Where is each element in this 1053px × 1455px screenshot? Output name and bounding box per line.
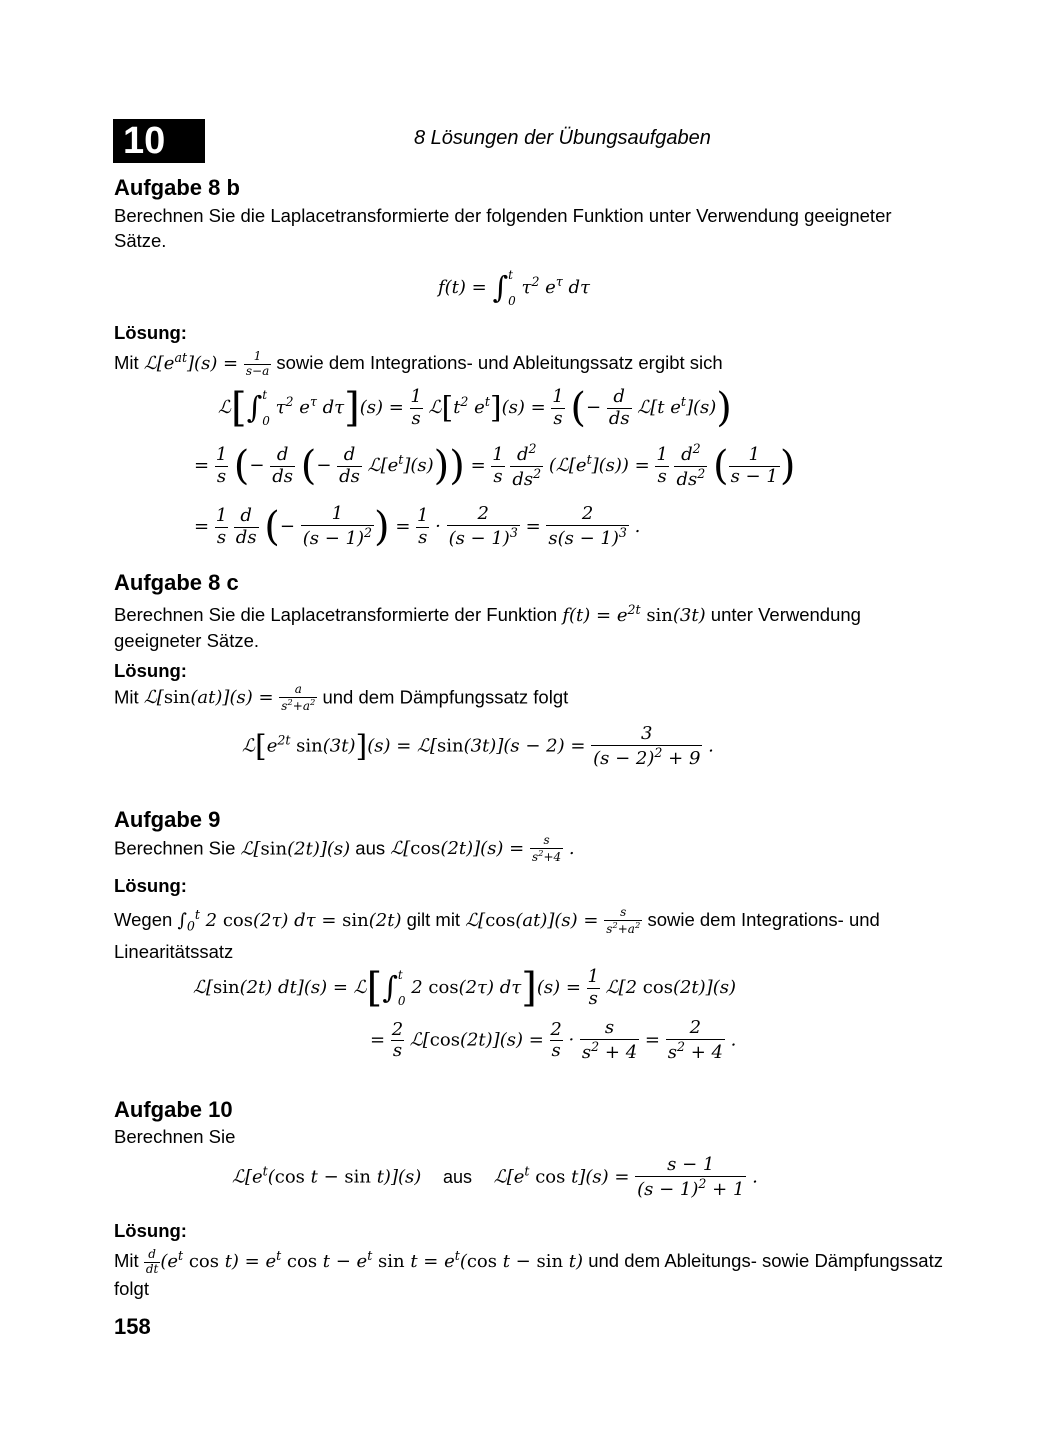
solution-intro-suffix: sowie dem Integrations- und Ableitungssatz ergibt sich <box>276 352 723 373</box>
formula-8b-line1: ℒ[∫ t 0 $\tau^2$ $e^\tau$ dτ](s) = $\frac{1}{s}$ $ℒ[t^2$ $e^t](s)$ = $\frac{1}{s}$ (− $\frac{d}{ds}$ ℒ[t $e^t](s)$) <box>218 385 732 431</box>
task-10-aus: aus <box>442 1166 473 1187</box>
inline-formula-f-8c: $f(t) = e^{2t}$ sin(3t) <box>562 602 706 626</box>
solution-suffix: sowie dem Integrations- und Linearitätssatz <box>114 909 880 962</box>
solution-middle: gilt mit <box>406 909 461 930</box>
task-9-solution-intro <box>114 902 944 964</box>
task-8b-text: Berechnen Sie die Laplacetransformierte der folgenden Funktion unter Verwendung geeigneter Sätze. <box>114 205 892 251</box>
solution-prefix: Wegen <box>114 909 173 930</box>
task-8c-text-prefix: Berechnen Sie die Laplacetransformierte der Funktion <box>114 604 558 625</box>
task-10-text: Berechnen Sie <box>114 1126 236 1147</box>
inline-formula-integral-cos: $\int_0^t$ 2 cos(2τ) dτ = sin(2t) <box>177 907 402 934</box>
task-8c-solution-intro <box>114 683 944 714</box>
solution-suffix: und dem Ableitungs- sowie Dämpfungssatz folgt <box>114 1250 943 1300</box>
task-10-solution-label: Lösung: <box>114 1220 187 1241</box>
task-8c-text <box>114 597 944 653</box>
task-10-title: Aufgabe 10 <box>114 1097 233 1122</box>
formula-8b-line3: = $\frac{1}{s}$ $\frac{d}{ds}$ (− $\frac{1}{(s - 1)^2}$ ) = $\frac{1}{s}$ · $\frac{2}{(s - 1)^3}$ = $\frac{2}{s(s - 1)^3}$ . <box>194 503 641 550</box>
task-8b-title: Aufgabe 8 b <box>114 175 240 200</box>
inline-formula-derivative: $\frac{d}{dt}$ ($e^t$ $\cos t) = e^t$ $\cos t - e^t$ $\sin t = e^t(\cos$ t − sin t) <box>145 1246 584 1276</box>
solution-prefix: Mit <box>114 1250 139 1271</box>
task-9-text <box>114 834 944 865</box>
task-8c-solution-label: Lösung: <box>114 660 187 681</box>
task-9-title: Aufgabe 9 <box>114 807 221 832</box>
task-9-text-prefix: Berechnen Sie <box>114 837 236 859</box>
solution-intro-suffix: und dem Dämpfungssatz folgt <box>322 686 569 708</box>
formula-9-line1: ℒ[sin(2t) dt](s) = ℒ[∫ t 0 2 cos(2τ) dτ](s) = $\frac{1}{s}$ ℒ[2 cos(2t)](s) <box>193 965 736 1011</box>
formula-10-task: $ℒ[e^t(\cos$ t − sin t)](s) aus $ℒ[e^t$ cos t](s) = $\frac{s - 1}{(s - 1)^2 + 1}$ . <box>232 1154 758 1200</box>
inline-formula-laplace-exp: $ℒ[e^{at}](s)$ = $\frac{1}{s-a}$ <box>143 348 270 378</box>
solution-intro-prefix: Mit <box>114 352 139 373</box>
task-8c-text-suffix: unter Verwendung geeigneter Sätze. <box>114 604 861 651</box>
task-10-solution-intro <box>114 1243 944 1301</box>
running-title: 8 Lösungen der Übungsaufgaben <box>414 127 711 149</box>
solution-intro-prefix: Mit <box>114 686 139 708</box>
formula-9-line2: = $\frac{2}{s}$ ℒ[cos(2t)](s) = $\frac{2}{s}$ · $\frac{s}{s^2 + 4}$ = $\frac{2}{s^2 + 4}$ . <box>370 1017 737 1063</box>
inline-formula-laplace-sin: ℒ[sin(at)](s) = $\frac{a}{s^2+a^2}$ <box>143 682 316 713</box>
formula-8c: $ℒ[e^{2t}$ sin(3t)](s) = ℒ[sin(3t)](s − 2) = $\frac{3}{(s - 2)^2 + 9}$ . <box>242 723 714 769</box>
inline-formula-laplace-cos-at: ℒ[cos(at)](s) = $\frac{s}{s^2+a^2}$ <box>465 904 641 936</box>
inline-formula-laplace-sin2t: ℒ[sin(2t)](s) <box>240 838 351 860</box>
task-8b-solution-label: Lösung: <box>114 322 187 343</box>
formula-8b-line2: = $\frac{1}{s}$ (− $\frac{d}{ds}$ (− $\frac{d}{ds}$ $ℒ[e^t](s)$)) = $\frac{1}{s}$ $\frac{d^2}{ds^2}$ $(ℒ[e^t](s))$ = $\frac{1}{s}$ $\frac{d^2}{ds^2}$ ( $\frac{1}{s - 1}$ ) <box>194 441 796 490</box>
chapter-number-box: 10 <box>113 119 205 163</box>
task-8c-title: Aufgabe 8 c <box>114 570 239 595</box>
page-number: 158 <box>114 1314 151 1339</box>
task-8b-solution-intro <box>114 345 944 378</box>
inline-formula-laplace-cos2t: ℒ[cos(2t)](s) = $\frac{s}{s^2+4}$ . <box>390 833 575 864</box>
task-9-solution-label: Lösung: <box>114 875 187 896</box>
formula-8b-definition: f(t) = ∫ t 0 $\tau^2$ $e^\tau$ dτ <box>438 268 590 308</box>
task-9-text-middle: aus <box>355 837 386 859</box>
